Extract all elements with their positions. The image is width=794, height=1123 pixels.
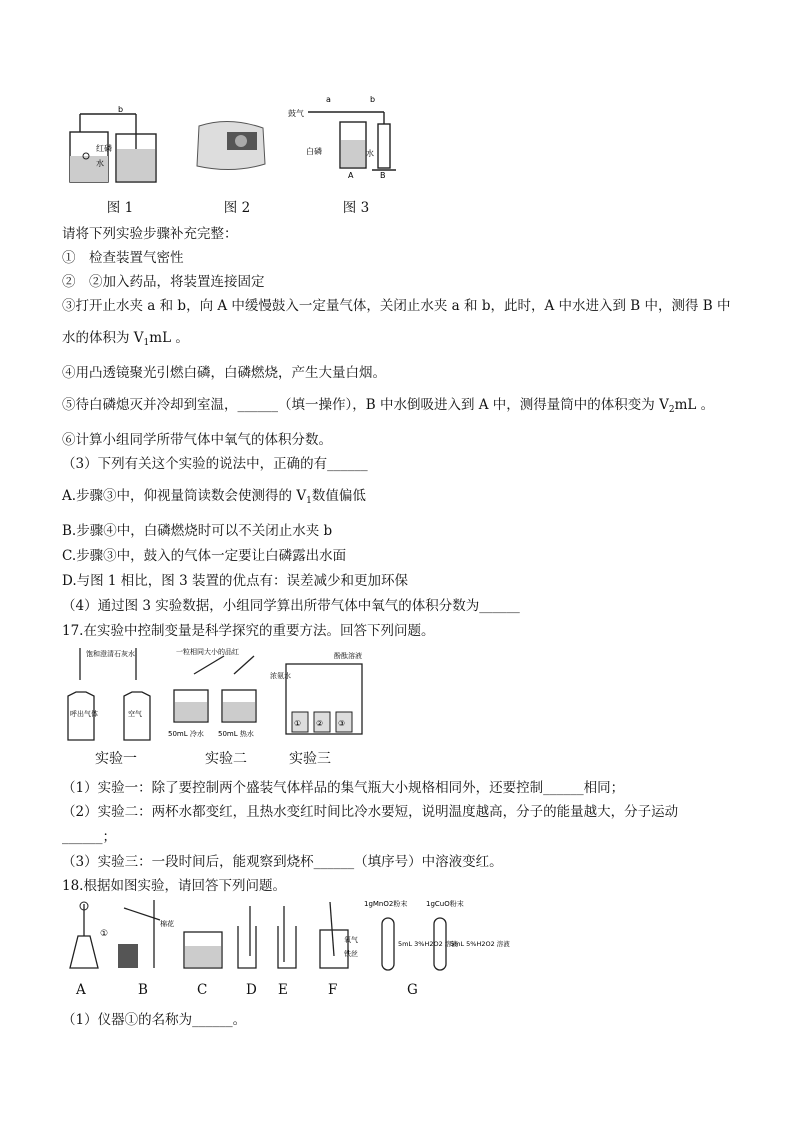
exp2-label-hot: 50mL 热水 (218, 730, 254, 738)
q16-step3-post: mL 。 (149, 330, 189, 346)
q17-part3: （3）实验三：一段时间后，能观察到烧杯______（填序号）中溶液变红。 (62, 854, 503, 870)
q16-step3-sub: 1 (143, 338, 150, 348)
fig3-label-white-p: 白磷 (306, 147, 322, 156)
q16-part3: （3）下列有关这个实验的说法中，正确的有______ (62, 456, 368, 472)
q18-label-cotton: 棉花 (160, 920, 174, 928)
caption-exp3: 实验三 (289, 751, 331, 767)
q18-label-sol1: 5mL 3%H2O2 溶液 (398, 940, 458, 948)
q16-option-d: D.与图 1 相比，图 3 装置的优点有：误差减少和更加环保 (62, 573, 408, 589)
q18-label-sol2: 5mL 5%H2O2 溶液 (450, 940, 510, 948)
q16-step3-pre: 水的体积为 V (62, 330, 144, 346)
exp1-label-air: 空气 (128, 710, 142, 718)
q16-option-a-sub: 1 (306, 496, 312, 506)
q17-figure (64, 644, 374, 744)
fig3-label-B: B (380, 171, 386, 180)
q18-letter-E: E (278, 982, 288, 998)
fig3-label-blow: 鼓气 (288, 109, 304, 118)
fig3-label-water: 水 (366, 149, 374, 158)
q18-letter-C: C (197, 982, 208, 998)
q16-step4: ④用凸透镜聚光引燃白磷，白磷燃烧，产生大量白烟。 (62, 365, 386, 381)
exp1-label-limewater: 饱和澄清石灰水 (86, 650, 135, 658)
q17-part1: （1）实验一：除了要控制两个盛装气体样品的集气瓶大小规格相同外，还要控制______相同； (62, 780, 625, 796)
q18-label-mno2: 1gMnO2粉末 (364, 900, 408, 908)
q16-step3-line1: ③打开止水夹 a 和 b，向 A 中缓慢鼓入一定量气体，关闭止水夹 a 和 b，此时，A 中水进入到 B 中，测得 B 中 (62, 298, 731, 314)
q18-title: 18.根据如图实验，请回答下列问题。 (62, 878, 286, 894)
q16-option-a (62, 484, 366, 506)
q18-label-cuo: 1gCuO粉末 (426, 900, 464, 908)
q16-step5-sub: 2 (668, 405, 675, 415)
q17-title: 17.在实验中控制变量是科学探究的重要方法。回答下列问题。 (62, 623, 435, 639)
q18-letter-G: G (407, 982, 418, 998)
fig3-label-a: a (326, 95, 331, 104)
fig1-label-red-p: 红磷 (96, 144, 112, 153)
exp2-label-crystal: 一粒相同大小的品红 (176, 648, 239, 656)
q17-part2-line1: （2）实验二：两杯水都变红，且热水变红时间比冷水要短，说明温度越高，分子的能量越大，分子运动 (62, 804, 679, 820)
fig1-label-water: 水 (96, 159, 104, 168)
q16-option-a-post: 数值偏低 (311, 488, 366, 504)
q18-letter-B: B (138, 982, 148, 998)
figure-1 (66, 104, 162, 186)
caption-fig1: 图 1 (106, 200, 134, 216)
q18-label-oxygen: 氧气 (344, 936, 358, 944)
q16-option-c: C.步骤③中，鼓入的气体一定要让白磷露出水面 (62, 548, 347, 564)
caption-exp1: 实验一 (95, 751, 137, 767)
q16-step5-pre: ⑤待白磷熄灭并冷却到室温，______（填一操作），B 中水倒吸进入到 A 中，测得量筒中的体积变为 V (62, 397, 669, 413)
exp3-label-ammonia: 浓氨水 (270, 672, 291, 680)
figure-2 (193, 114, 269, 176)
q17-part2-line2: ______； (62, 829, 116, 845)
exp1-label-exhaled: 呼出气体 (70, 710, 98, 718)
q16-option-a-pre: A.步骤③中，仰视量筒读数会使测得的 V (62, 488, 307, 504)
q16-step3-line2 (62, 326, 189, 348)
q18-label-n1: ① (100, 929, 109, 939)
exp2-label-cold: 50mL 冷水 (168, 730, 204, 738)
q16-intro: 请将下列实验步骤补充完整： (62, 226, 238, 242)
q18-letter-D: D (246, 982, 257, 998)
caption-exp2: 实验二 (205, 751, 247, 767)
q16-step5 (62, 393, 714, 415)
exp3-label-n1: ① (294, 719, 302, 728)
q16-step1: ① 检查装置气密性 (62, 250, 184, 266)
q18-letter-F: F (328, 982, 338, 998)
q18-part1: （1）仪器①的名称为______。 (62, 1012, 247, 1028)
fig3-label-A: A (348, 171, 354, 180)
q16-option-b: B.步骤④中，白磷燃烧时可以不关闭止水夹 b (62, 523, 333, 539)
q18-label-wire: 铁丝 (344, 950, 358, 958)
fig3-label-b: b (370, 95, 376, 104)
caption-fig3: 图 3 (342, 200, 370, 216)
q18-letter-A: A (76, 982, 86, 998)
exp3-label-n3: ③ (338, 719, 346, 728)
exp3-label-n2: ② (316, 719, 324, 728)
q16-part4: （4）通过图 3 实验数据，小组同学算出所带气体中氧气的体积分数为______ (62, 598, 520, 614)
q18-figure (64, 896, 510, 976)
caption-fig2: 图 2 (223, 200, 251, 216)
fig1-label-b: b (118, 105, 124, 114)
figure-3 (288, 94, 398, 180)
q16-step2: ② ②加入药品，将装置连接固定 (62, 274, 265, 290)
q16-step5-post: mL 。 (674, 397, 715, 413)
exp3-label-phenol: 酚酞溶液 (334, 652, 362, 660)
q16-step6: ⑥计算小组同学所带气体中氧气的体积分数。 (62, 432, 332, 448)
